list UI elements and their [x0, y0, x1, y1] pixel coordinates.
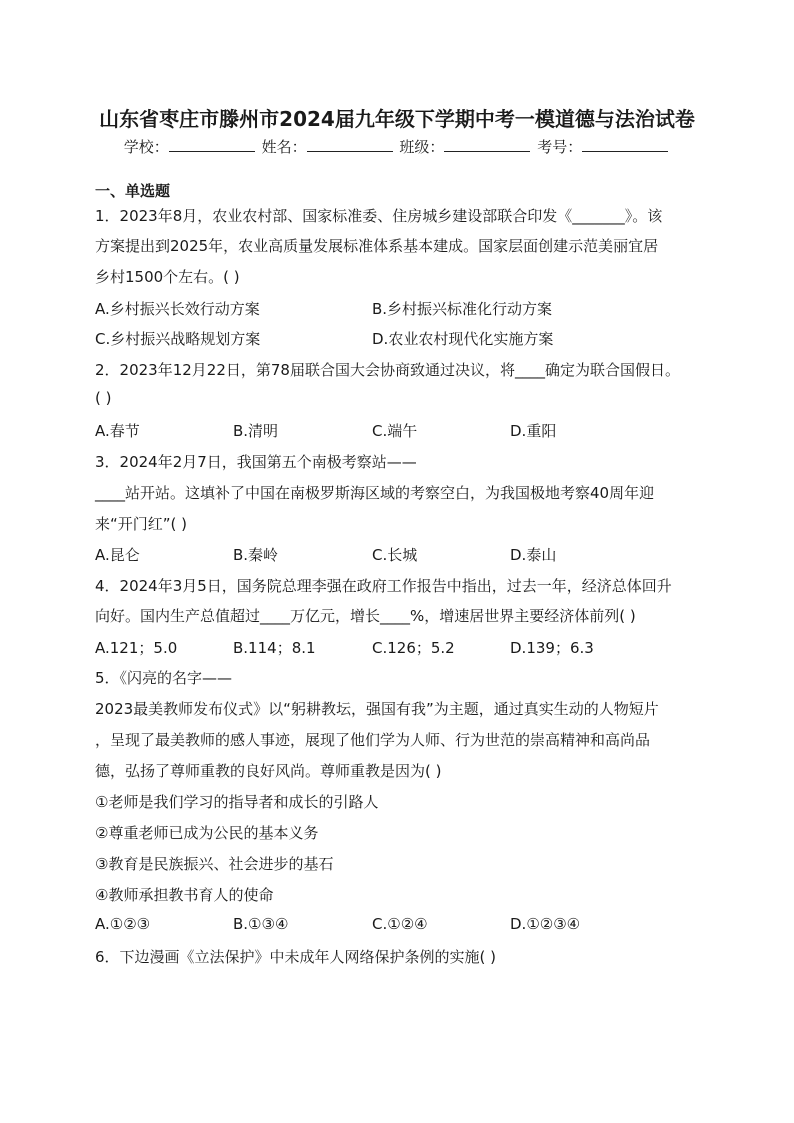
- question-4-line-1: 4．2024年3月5日，国务院总理李强在政府工作报告中指出，过去一年，经济总体回升: [95, 577, 672, 595]
- question-5-option-c[interactable]: C.①②④: [372, 915, 428, 933]
- question-2-option-d[interactable]: D.重阳: [510, 422, 557, 440]
- question-3-line-2: ____站开站。这填补了中国在南极罗斯海区域的考察空白，为我国极地考察40周年迎: [95, 484, 655, 502]
- question-1-option-b[interactable]: B.乡村振兴标准化行动方案: [372, 300, 553, 318]
- question-1-line-3: 乡村1500个左右。( ): [95, 268, 240, 286]
- question-5-statement-1: ①老师是我们学习的指导者和成长的引路人: [95, 793, 379, 811]
- question-6-line-1: 6．下边漫画《立法保护》中未成年人网络保护条例的实施( ): [95, 948, 497, 966]
- question-3-option-d[interactable]: D.泰山: [510, 546, 557, 564]
- question-3-line-3: 来“开门红”( ): [95, 515, 188, 533]
- question-5-statement-2: ②尊重老师已成为公民的基本义务: [95, 824, 319, 842]
- question-2-option-b[interactable]: B.清明: [233, 422, 279, 440]
- question-5-line-4: 德，弘扬了尊师重教的良好风尚。尊师重教是因为( ): [95, 762, 442, 780]
- question-5-line-2: 2023最美教师发布仪式》以“躬耕教坛，强国有我”为主题，通过真实生动的人物短片: [95, 700, 659, 718]
- question-1-option-c[interactable]: C.乡村振兴战略规划方案: [95, 330, 261, 348]
- question-3-option-b[interactable]: B.秦岭: [233, 546, 279, 564]
- question-3-option-c[interactable]: C.长城: [372, 546, 418, 564]
- field-name-label: 姓名：: [261, 138, 307, 156]
- question-1-line-1: 1．2023年8月，农业农村部、国家标准委、住房城乡建设部联合印发《_______》。该: [95, 207, 663, 225]
- field-class-blank[interactable]: [444, 137, 530, 152]
- field-school-label: 学校：: [123, 138, 169, 156]
- section-title: 一、单选题: [95, 182, 171, 200]
- question-5-statement-4: ④教师承担教书育人的使命: [95, 886, 274, 904]
- question-1-option-d[interactable]: D.农业农村现代化实施方案: [372, 330, 554, 348]
- question-5-line-1: 5．《闪亮的名字——: [95, 669, 233, 687]
- question-4-option-d[interactable]: D.139；6.3: [510, 639, 594, 657]
- question-4-option-a[interactable]: A.121；5.0: [95, 639, 178, 657]
- question-2-line-1: 2．2023年12月22日，第78届联合国大会协商致通过决议，将____确定为联合国假日。: [95, 361, 680, 379]
- question-3-option-a[interactable]: A.昆仑: [95, 546, 140, 564]
- question-2-option-c[interactable]: C.端午: [372, 422, 418, 440]
- exam-title: 山东省枣庄市滕州市2024届九年级下学期中考一模道德与法治试卷: [99, 107, 695, 131]
- question-5-option-d[interactable]: D.①②③④: [510, 915, 581, 933]
- field-school-blank[interactable]: [169, 137, 255, 152]
- question-2-line-2: ( ): [95, 389, 112, 407]
- question-2-option-a[interactable]: A.春节: [95, 422, 140, 440]
- field-class-label: 班级：: [399, 138, 445, 156]
- field-number-blank[interactable]: [582, 137, 668, 152]
- question-5-option-b[interactable]: B.①③④: [233, 915, 289, 933]
- question-5-option-a[interactable]: A.①②③: [95, 915, 151, 933]
- question-1-option-a[interactable]: A.乡村振兴长效行动方案: [95, 300, 260, 318]
- question-4-line-2: 向好。国内生产总值超过____万亿元，增长____%，增速居世界主要经济体前列( ): [95, 607, 636, 625]
- question-5-line-3: ，呈现了最美教师的感人事迹，展现了他们学为人师、行为世范的崇高精神和高尚品: [95, 731, 651, 749]
- field-number-label: 考号：: [537, 138, 583, 156]
- question-4-option-c[interactable]: C.126；5.2: [372, 639, 455, 657]
- question-3-line-1: 3．2024年2月7日，我国第五个南极考察站——: [95, 453, 417, 471]
- question-5-statement-3: ③教育是民族振兴、社会进步的基石: [95, 855, 334, 873]
- question-1-line-2: 方案提出到2025年，农业高质量发展标准体系基本建成。国家层面创建示范美丽宜居: [95, 237, 659, 255]
- field-name-blank[interactable]: [307, 137, 393, 152]
- student-info-row: [0, 136, 794, 157]
- question-4-option-b[interactable]: B.114；8.1: [233, 639, 316, 657]
